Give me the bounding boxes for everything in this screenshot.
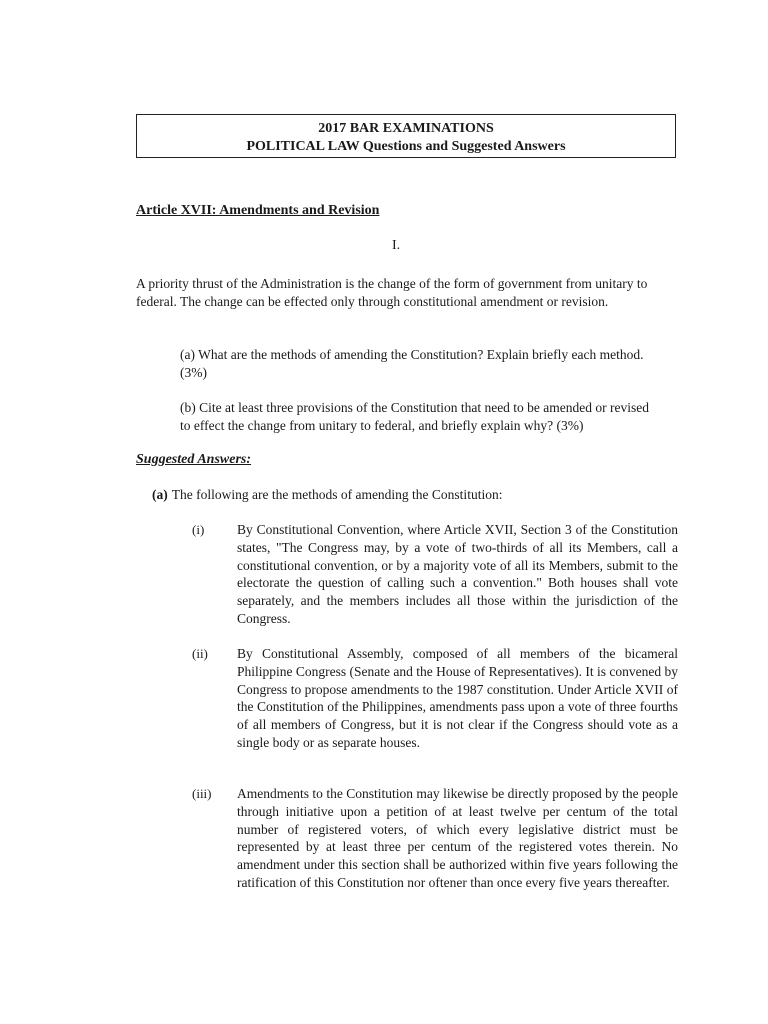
- roman-numeral: I.: [392, 238, 401, 253]
- suggested-answers-heading: Suggested Answers:: [136, 452, 252, 467]
- question-part-b: (b) Cite at least three provisions of the Constitution that need to be amended or revised to effect the change from unitary to federal, and briefly explain why? (3%): [180, 400, 650, 433]
- item-text: By Constitutional Convention, where Article XVII, Section 3 of the Constitution states, "The Congress may, by a vote of two-thirds of all its Members, call a constitutional convention, or by a majority vote of all its Members, submit to the electorate the question of calling such a convention." Both houses shall vote separately, and the members includes all those within the jurisdiction of the Congress.: [237, 522, 678, 626]
- item-text: By Constitutional Assembly, composed of all members of the bicameral Philippine Congress (Senate and the House of Representatives). It is convened by Congress to propose amendments to the 1987 constitution. Under Article XVII of the Constitution of the Philippines, amendments pass upon a vote of three fourths of all members of Congress, but it is not clear if the Congress should vote as a single body or as separate houses.: [237, 646, 678, 750]
- item-number: (i): [192, 522, 205, 537]
- question-intro: A priority thrust of the Administration is the change of the form of government from unitary to federal. The change can be effected only through constitutional amendment or revision.: [136, 276, 648, 309]
- title-line-1: 2017 BAR EXAMINATIONS: [318, 121, 494, 136]
- title-box: [136, 114, 676, 158]
- item-number: (ii): [192, 646, 208, 661]
- question-part-a: (a) What are the methods of amending the Constitution? Explain briefly each method. (3%): [180, 347, 644, 380]
- answer-a-text: The following are the methods of amending the Constitution:: [171, 487, 503, 502]
- item-text: Amendments to the Constitution may likewise be directly proposed by the people through initiative upon a petition of at least twelve per centum of the total number of registered voters, of which every legislative district must be represented by at least three per centum of the registered votes therein. No amendment under this section shall be authorized within five years following the ratification of this Constitution nor oftener than once every five years thereafter.: [237, 786, 678, 890]
- title-line-2: POLITICAL LAW Questions and Suggested Answers: [246, 139, 566, 154]
- section-heading: Article XVII: Amendments and Revision: [136, 203, 380, 218]
- item-number: (iii): [192, 786, 212, 801]
- answer-a-label: (a): [152, 487, 168, 502]
- answer-a-intro: [152, 487, 502, 503]
